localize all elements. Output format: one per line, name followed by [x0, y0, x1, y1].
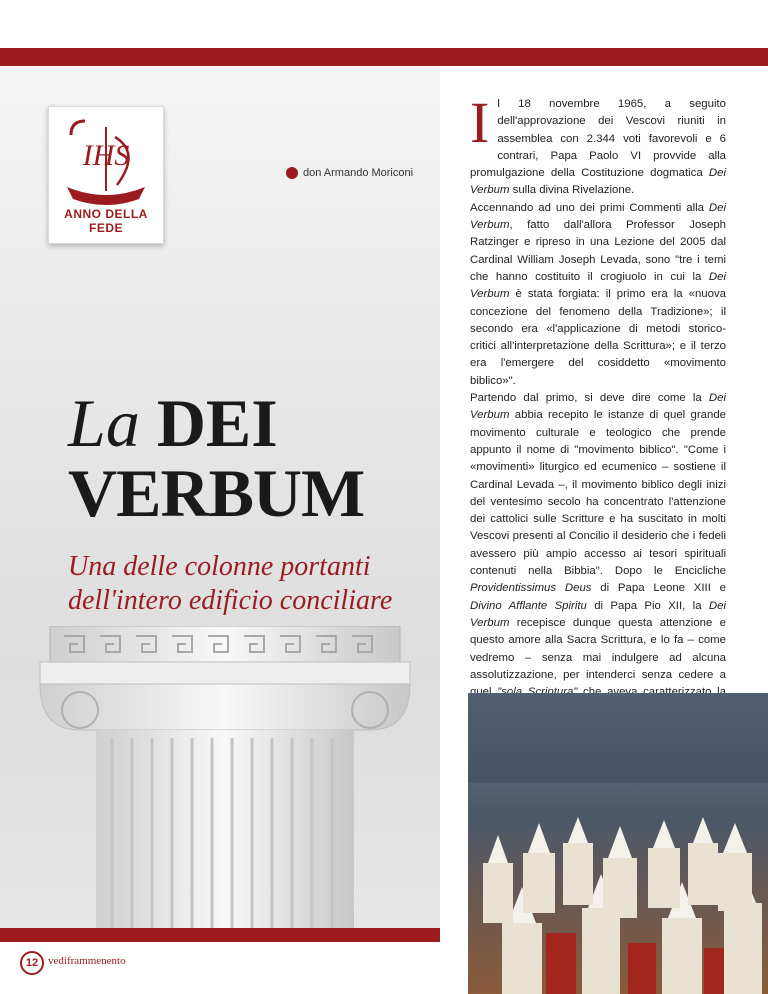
bishops-procession-photo [468, 693, 768, 994]
author-name: don Armando Moriconi [303, 167, 414, 179]
magazine-name: vediframmenento [48, 955, 126, 967]
paragraph-3-text-c: di Papa Leone XIII e [591, 582, 726, 595]
dei-verbum-ref: Dei Verbum [470, 599, 726, 629]
paragraph-2 [470, 200, 726, 390]
logo-monogram: IHS [82, 139, 130, 172]
paragraph-3-text-e: recepisce dunque questa attenzione e questo amore alla Sacra Scrittura, e lo fa – come vedremo – senza mai indulgere ad alcuna assolutizzazione, per intenderci senza cedere a [470, 616, 726, 681]
page-number: 12 [20, 951, 44, 975]
top-accent-bar [0, 48, 768, 66]
anno-della-fede-logo [48, 106, 164, 244]
article-subtitle: Una delle colonne portanti dell'intero edificio conciliare [68, 551, 393, 616]
paragraph-1-text: l 18 novembre 1965, a seguito dell'approvazione dei Vescovi riuniti in assemblea con 2.344 voti favorevoli e 6 contrari, Papa Paolo VI provvide alla promulgazione della Costituzione dogmatica [470, 98, 726, 180]
providentissimus-deus-ref: Providentissimus Deus [470, 582, 592, 595]
title-word-verbum: VERBUM [68, 455, 365, 531]
article-title [68, 385, 365, 531]
paragraph-1 [470, 90, 726, 200]
bullet-icon [286, 167, 298, 179]
bottom-accent-bar [0, 928, 440, 942]
paragraph-3-text-b: abbia recepito le istanze di quel grande movimento culturale e teologico che prende appunto il nome di "movimento biblico". "Come i «movimenti» liturgico ed ecumenico – sostiene il Cardinal Levada –, il movimento biblico degli inizi del ventesimo secolo ha concentrato l'attenzione dei cattolici sulle Scritture e ha suscitato in molti Vescovi presenti al Concilio il desiderio che i fedeli avessero più ampio accesso ai tesori spirituali contenuti nella Bibbia". Dopo le Encicliche [470, 409, 726, 578]
dei-verbum-ref: Dei Verbum [470, 201, 726, 232]
logo-label: ANNO DELLA FEDE [64, 207, 148, 235]
crowd-photo-placeholder [468, 693, 768, 994]
paragraph-1-end: sulla divina Rivelazione. [509, 184, 635, 197]
paragraph-3-text-d: di Papa Pio XII, la [586, 599, 709, 612]
paragraph-3-text-a: Partendo dal primo, si deve dire come la [470, 392, 709, 405]
divino-afflante-ref: Divino Afflante Spiritu [470, 599, 587, 612]
left-panel [0, 66, 440, 928]
article-body [470, 90, 726, 788]
dei-verbum-ref: Dei Verbum [470, 392, 726, 422]
title-prefix: La [68, 385, 140, 461]
dei-verbum-ref: Dei Verbum [470, 270, 726, 301]
paragraph-2-text-a: Accennando ad uno dei primi Commenti alla [470, 201, 709, 214]
dei-verbum-ref: Dei Verbum [470, 167, 726, 197]
paragraph-2-text-b: , fatto dall'allora Professor Joseph Ratzinger e ripreso in una Lezione del 2005 dal Cardinal William Joseph Levada, sono "tre i temi che hanno costituito il crogiuolo in cui la [470, 219, 726, 283]
ionic-column-illustration [0, 626, 440, 928]
drop-cap: I [470, 90, 490, 155]
author-byline [286, 167, 413, 179]
paragraph-2-text-c: è stata forgiata: il primo era la «nuova concezione del fenomeno della Tradizione»; il secondo era «l'applicazione di metodi storico-critici all'interpretazione della Scrittura»; e il terzo era l'emergere del cosiddetto «movimento biblico»". [470, 288, 726, 387]
title-word-dei: DEI [156, 385, 278, 461]
